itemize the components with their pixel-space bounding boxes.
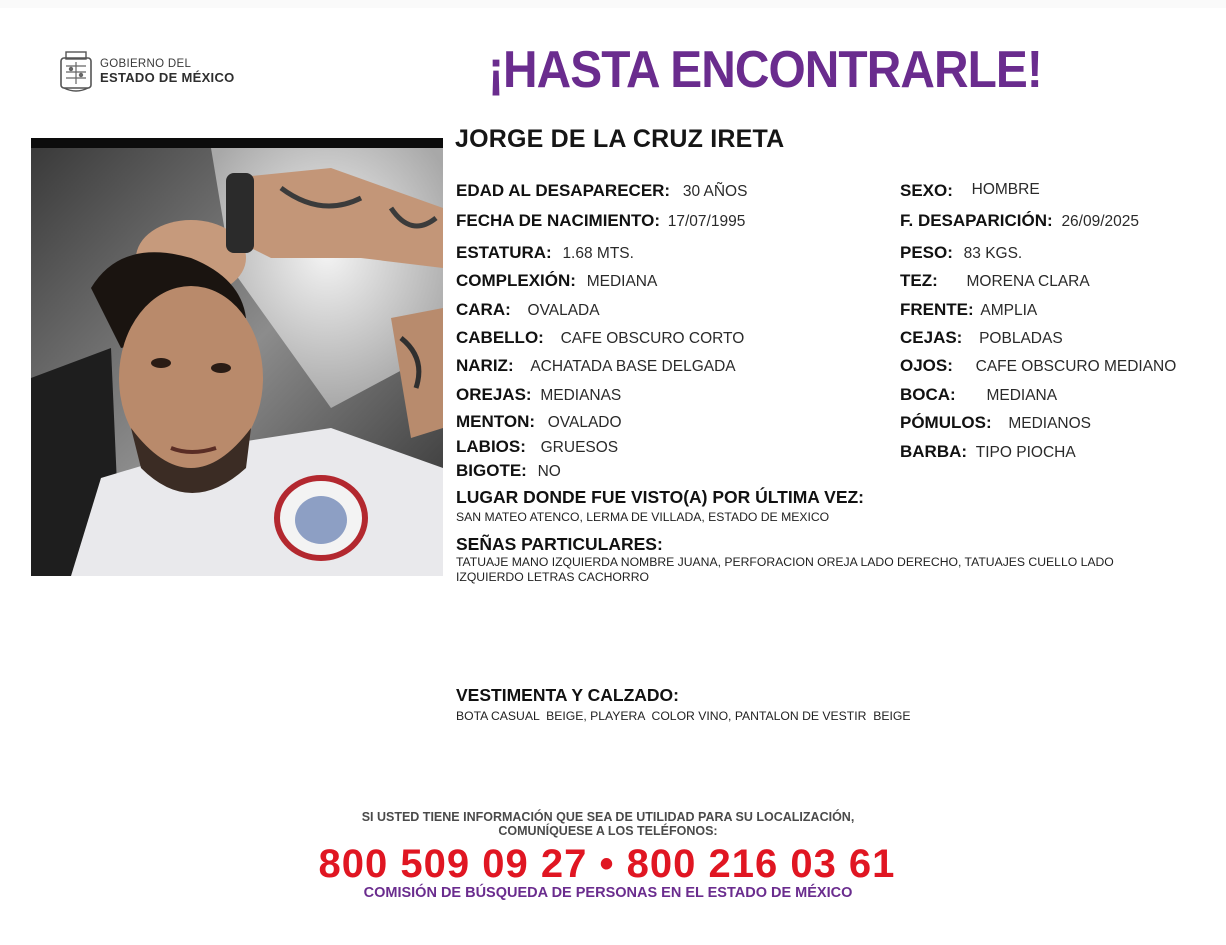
field-label: LABIOS: — [456, 437, 526, 456]
field-value: AMPLIA — [980, 302, 1038, 319]
field-label: OREJAS: — [456, 385, 532, 404]
clothing-value: BOTA CASUAL BEIGE, PLAYERA COLOR VINO, PANTALON DE VESTIR BEIGE — [456, 709, 911, 723]
field-label: CABELLO: — [456, 328, 544, 347]
field-label: FRENTE: — [900, 300, 974, 319]
field-value: CAFE OBSCURO CORTO — [560, 330, 745, 347]
field-label: EDAD AL DESAPARECER: — [456, 181, 671, 200]
field-label: ESTATURA: — [456, 243, 552, 262]
field-label: SEXO: — [900, 181, 953, 200]
phone-number-2[interactable]: 800 216 03 61 — [626, 842, 896, 886]
contact-instructions — [0, 810, 1226, 838]
field-birthdate — [456, 211, 745, 231]
phone-number-1[interactable]: 800 509 09 27 — [318, 842, 588, 886]
field-weight — [900, 243, 1022, 263]
distinguishing-marks-label: SEÑAS PARTICULARES: — [456, 534, 663, 554]
field-age — [456, 181, 747, 201]
field-mustache — [456, 461, 561, 481]
field-label: NARIZ: — [456, 356, 514, 375]
field-value: 83 KGS. — [963, 245, 1023, 262]
last-seen-value: SAN MATEO ATENCO, LERMA DE VILLADA, ESTADO DE MEXICO — [456, 510, 830, 524]
field-value: 30 AÑOS — [682, 183, 748, 200]
field-forehead — [900, 300, 1037, 320]
field-ears — [456, 385, 621, 405]
field-label: CARA: — [456, 300, 511, 319]
field-eyebrows — [900, 328, 1063, 348]
field-value: MEDIANA — [586, 273, 658, 290]
field-label: FECHA DE NACIMIENTO: — [456, 211, 660, 230]
field-label: BARBA: — [900, 442, 968, 461]
field-value: GRUESOS — [540, 439, 619, 456]
field-label: BIGOTE: — [456, 461, 527, 480]
headline: ¡HASTA ENCONTRARLE! — [488, 41, 1042, 99]
field-height — [456, 243, 634, 263]
government-logo — [58, 46, 248, 96]
contact-line-2: COMUNÍQUESE A LOS TELÉFONOS: — [498, 824, 718, 838]
contact-line-1: SI USTED TIENE INFORMACIÓN QUE SEA DE UTILIDAD PARA SU LOCALIZACIÓN, — [361, 810, 855, 824]
field-value: CAFE OBSCURO MEDIANO — [975, 358, 1177, 375]
field-label: PESO: — [900, 243, 953, 262]
missing-person-photo — [31, 148, 443, 576]
field-label: F. DESAPARICIÓN: — [900, 211, 1053, 230]
field-hair — [456, 328, 744, 348]
phone-numbers — [0, 842, 1226, 887]
coat-of-arms-icon — [58, 48, 94, 94]
field-face — [456, 300, 600, 320]
field-value: TIPO PIOCHA — [975, 444, 1076, 461]
field-nose — [456, 356, 736, 376]
field-label: OJOS: — [900, 356, 953, 375]
commission-text: COMISIÓN DE BÚSQUEDA DE PERSONAS EN EL ESTADO DE MÉXICO — [363, 885, 853, 901]
field-label: PÓMULOS: — [900, 413, 992, 432]
field-label: MENTON: — [456, 412, 536, 431]
field-value: MEDIANAS — [540, 387, 622, 404]
field-value: ACHATADA BASE DELGADA — [530, 358, 736, 375]
last-seen-label: LUGAR DONDE FUE VISTO(A) POR ÚLTIMA VEZ: — [456, 487, 865, 507]
field-value: 17/07/1995 — [667, 213, 746, 230]
field-value: MORENA CLARA — [966, 273, 1090, 290]
field-value: HOMBRE — [971, 181, 1040, 198]
field-value: POBLADAS — [979, 330, 1063, 347]
field-mouth — [900, 385, 1057, 405]
field-value: OVALADO — [547, 414, 622, 431]
field-beard — [900, 442, 1076, 462]
distinguishing-marks-line-2: IZQUIERDO LETRAS CACHORRO — [456, 570, 649, 584]
logo-line-1: GOBIERNO DEL — [100, 58, 192, 70]
field-eyes — [900, 356, 1176, 376]
field-lips — [456, 437, 618, 457]
top-border — [0, 0, 1226, 8]
field-chin — [456, 412, 622, 432]
field-label: COMPLEXIÓN: — [456, 271, 576, 290]
distinguishing-marks-line-1: TATUAJE MANO IZQUIERDA NOMBRE JUANA, PERFORACION OREJA LADO DERECHO, TATUAJES CUELLO LADO — [456, 555, 1114, 569]
field-value: MEDIANOS — [1008, 415, 1092, 432]
field-value: OVALADA — [527, 302, 600, 319]
logo-line-2: ESTADO DE MÉXICO — [100, 70, 235, 85]
field-sex — [900, 181, 1040, 201]
field-value: 26/09/2025 — [1061, 213, 1140, 230]
field-value: MEDIANA — [986, 387, 1058, 404]
person-name: JORGE DE LA CRUZ IRETA — [455, 125, 785, 153]
field-complexion — [900, 271, 1090, 291]
field-value: 1.68 MTS. — [562, 245, 634, 262]
clothing-label: VESTIMENTA Y CALZADO: — [456, 685, 679, 705]
field-label: CEJAS: — [900, 328, 963, 347]
field-value: NO — [537, 463, 561, 480]
commission-name — [0, 885, 1226, 901]
field-build — [456, 271, 657, 291]
phone-separator: • — [599, 842, 615, 886]
field-cheekbones — [900, 413, 1091, 433]
field-label: BOCA: — [900, 385, 956, 404]
field-label: TEZ: — [900, 271, 938, 290]
field-disappearance-date — [900, 211, 1139, 231]
